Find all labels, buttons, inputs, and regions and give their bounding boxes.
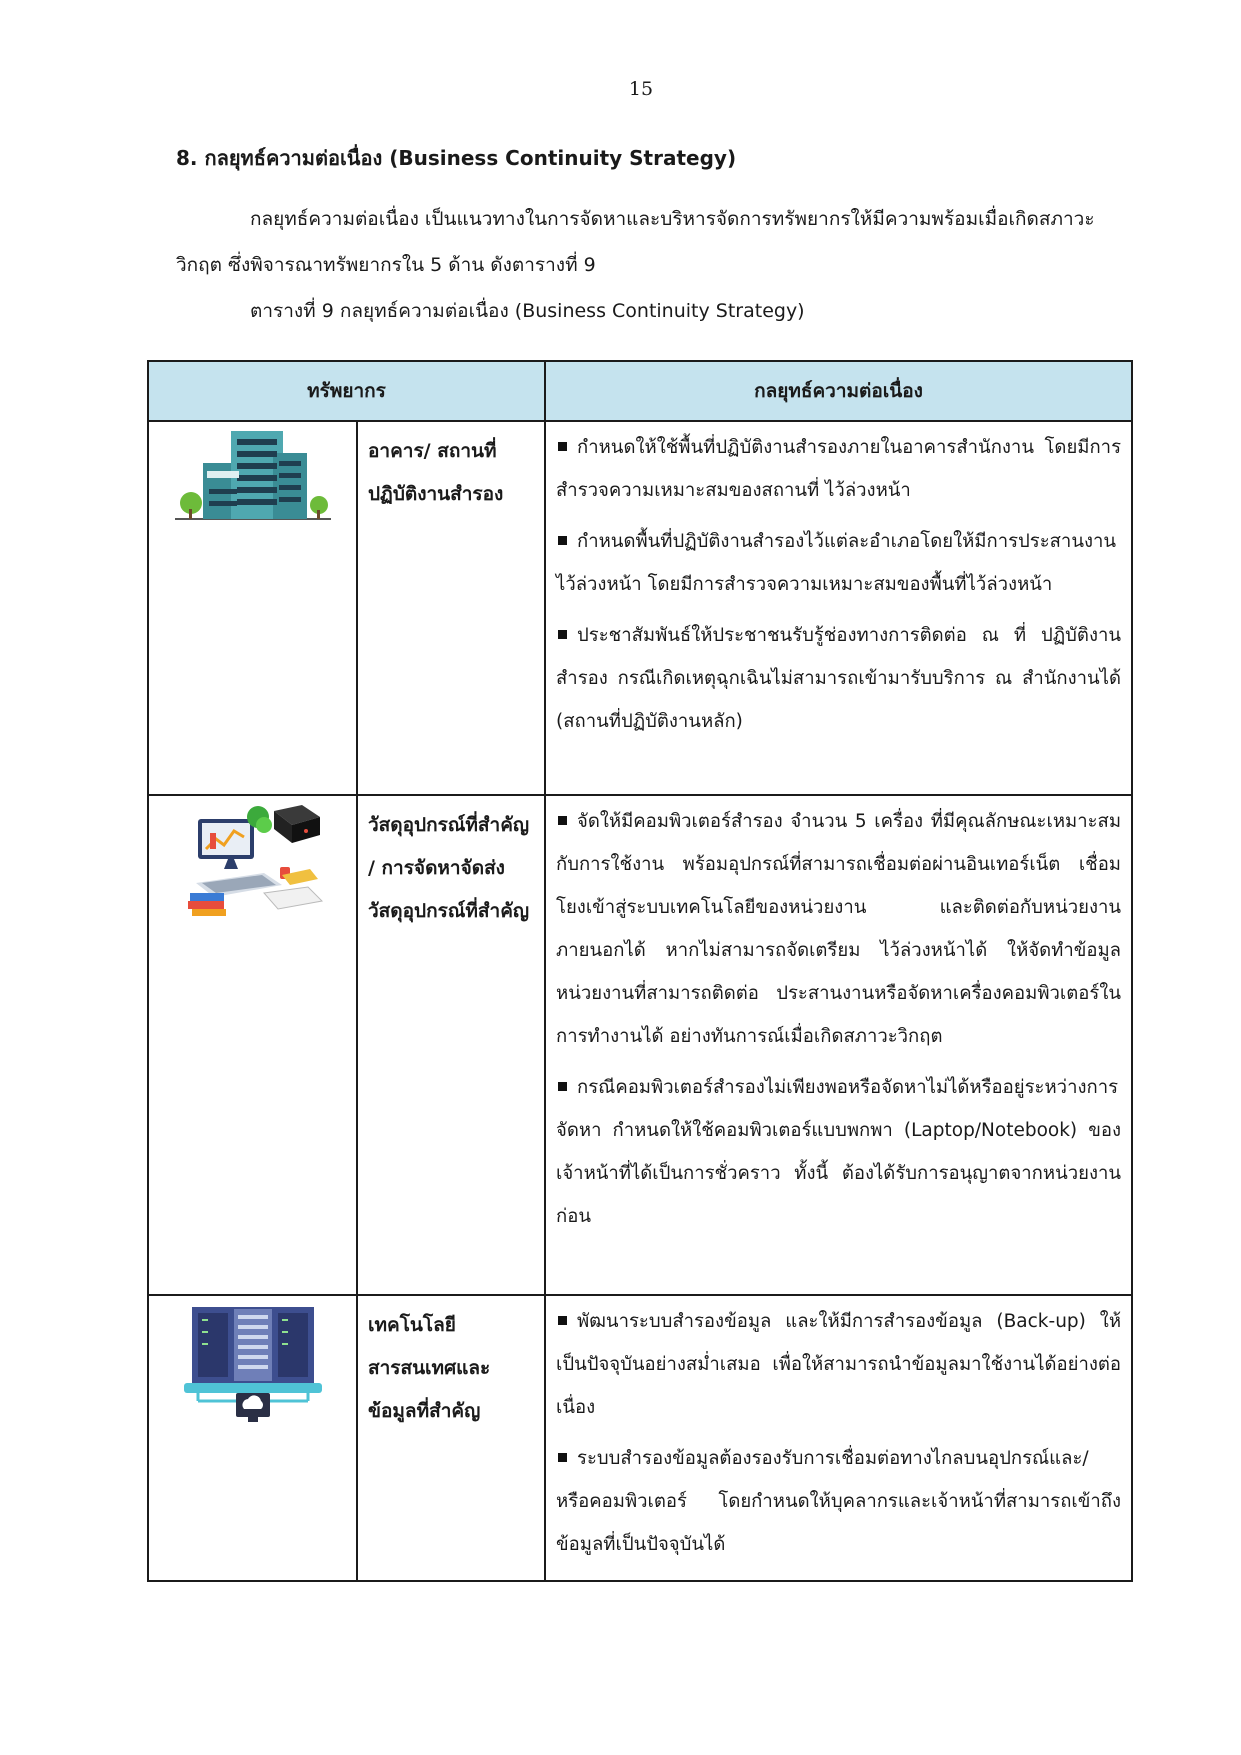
table-row — [148, 795, 1132, 1295]
intro-text: กลยุทธ์ความต่อเนื่อง เป็นแนวทางในการจัดหาและบริหารจัดการทรัพยากรให้มีความพร้อมเมื่อเกิดสภาวะวิกฤต ซึ่งพิจารณาทรัพยากรใน 5 ด้าน ดังตารางที่ 9 — [176, 208, 1095, 276]
strategy-bullet — [556, 1300, 1121, 1429]
resource-name: เทคโนโลยีสารสนเทศและข้อมูลที่สำคัญ — [357, 1295, 545, 1581]
bullet-text: กำหนดให้ใช้พื้นที่ปฏิบัติงานสำรองภายในอาคารสำนักงาน โดยมีการสำรวจความเหมาะสมของสถานที่ ไว้ล่วงหน้า — [556, 437, 1122, 501]
square-bullet-icon — [558, 1453, 567, 1462]
strategy-cell — [545, 421, 1132, 795]
bullet-text: จัดให้มีคอมพิวเตอร์สำรอง จำนวน 5 เครื่อง ที่มีคุณลักษณะเหมาะสมกับการใช้งาน พร้อมอุปกรณ์ที่สามารถเชื่อมต่อผ่านอินเทอร์เน็ต เชื่อมโยงเข้าสู่ระบบเทคโนโลยีของหน่วยงาน และติดต่อกับหน่วยงานภายนอกได้ หากไม่สามารถจัดเตรียม ไว้ล่วงหน้าได้ ให้จัดทำข้อมูลหน่วยงานที่สามารถติดต่อ ประสานงานหรือจัดหาเครื่องคอมพิวเตอร์ในการทำงานได้ อย่างทันการณ์เมื่อเกิดสภาวะวิกฤต — [556, 811, 1122, 1047]
strategy-bullet — [556, 426, 1121, 512]
strategy-bullet — [556, 614, 1121, 743]
strategy-table — [147, 360, 1133, 1582]
section-heading: 8. กลยุทธ์ความต่อเนื่อง (Business Continuity Strategy) — [176, 146, 737, 170]
bullet-text: ระบบสำรองข้อมูลต้องรองรับการเชื่อมต่อทางไกลบนอุปกรณ์และ/หรือคอมพิวเตอร์ โดยกำหนดให้บุคลากรและเจ้าหน้าที่สามารถเข้าถึงข้อมูลที่เป็นปัจจุบันได้ — [556, 1448, 1122, 1555]
table-row — [148, 1295, 1132, 1581]
bullet-text: กำหนดพื้นที่ปฏิบัติงานสำรองไว้แต่ละอำเภอโดยให้มีการประสานงานไว้ล่วงหน้า โดยมีการสำรวจความเหมาะสมของพื้นที่ไว้ล่วงหน้า — [556, 531, 1117, 595]
table-row — [148, 421, 1132, 795]
strategy-bullet — [556, 800, 1121, 1058]
office-equipment-icon — [178, 912, 328, 931]
row-image-cell — [148, 421, 357, 795]
square-bullet-icon — [558, 816, 567, 825]
bullet-text: พัฒนาระบบสำรองข้อมูล และให้มีการสำรองข้อมูล (Back-up) ให้เป็นปัจจุบันอย่างสม่ำเสมอ เพื่อให้สามารถนำข้อมูลมาใช้งานได้อย่างต่อเนื่อง — [556, 1311, 1122, 1418]
table-caption: ตารางที่ 9 กลยุทธ์ความต่อเนื่อง (Business Continuity Strategy) — [250, 300, 805, 322]
server-cloud-icon — [178, 1412, 328, 1431]
square-bullet-icon — [558, 1316, 567, 1325]
header-resource: ทรัพยากร — [148, 361, 545, 421]
bullet-text: ประชาสัมพันธ์ให้ประชาชนรับรู้ช่องทางการติดต่อ ณ ที่ ปฏิบัติงานสำรอง กรณีเกิดเหตุฉุกเฉินไม่สามารถเข้ามารับบริการ ณ สำนักงานได้ (สถานที่ปฏิบัติงานหลัก) — [556, 625, 1122, 732]
header-strategy: กลยุทธ์ความต่อเนื่อง — [545, 361, 1132, 421]
strategy-bullet — [556, 1437, 1121, 1566]
row-image-cell — [148, 795, 357, 1295]
page-number: 15 — [628, 78, 654, 100]
resource-name: วัสดุอุปกรณ์ที่สำคัญ / การจัดหาจัดส่งวัสดุอุปกรณ์ที่สำคัญ — [357, 795, 545, 1295]
strategy-cell — [545, 795, 1132, 1295]
resource-name: อาคาร/ สถานที่ปฏิบัติงานสำรอง — [357, 421, 545, 795]
strategy-bullet — [556, 520, 1121, 606]
strategy-cell — [545, 1295, 1132, 1581]
office-building-icon — [173, 508, 333, 527]
bullet-text: กรณีคอมพิวเตอร์สำรองไม่เพียงพอหรือจัดหาไม่ได้หรืออยู่ระหว่างการจัดหา กำหนดให้ใช้คอมพิวเตอร์แบบพกพา (Laptop/Notebook) ของเจ้าหน้าที่ได้เป็นการชั่วคราว ทั้งนี้ ต้องได้รับการอนุญาตจากหน่วยงานก่อน — [556, 1077, 1122, 1227]
square-bullet-icon — [558, 630, 567, 639]
square-bullet-icon — [558, 442, 567, 451]
strategy-bullet — [556, 1066, 1121, 1238]
intro-paragraph — [176, 196, 1116, 288]
square-bullet-icon — [558, 536, 567, 545]
row-image-cell — [148, 1295, 357, 1581]
table-header-row — [148, 361, 1132, 421]
square-bullet-icon — [558, 1082, 567, 1091]
